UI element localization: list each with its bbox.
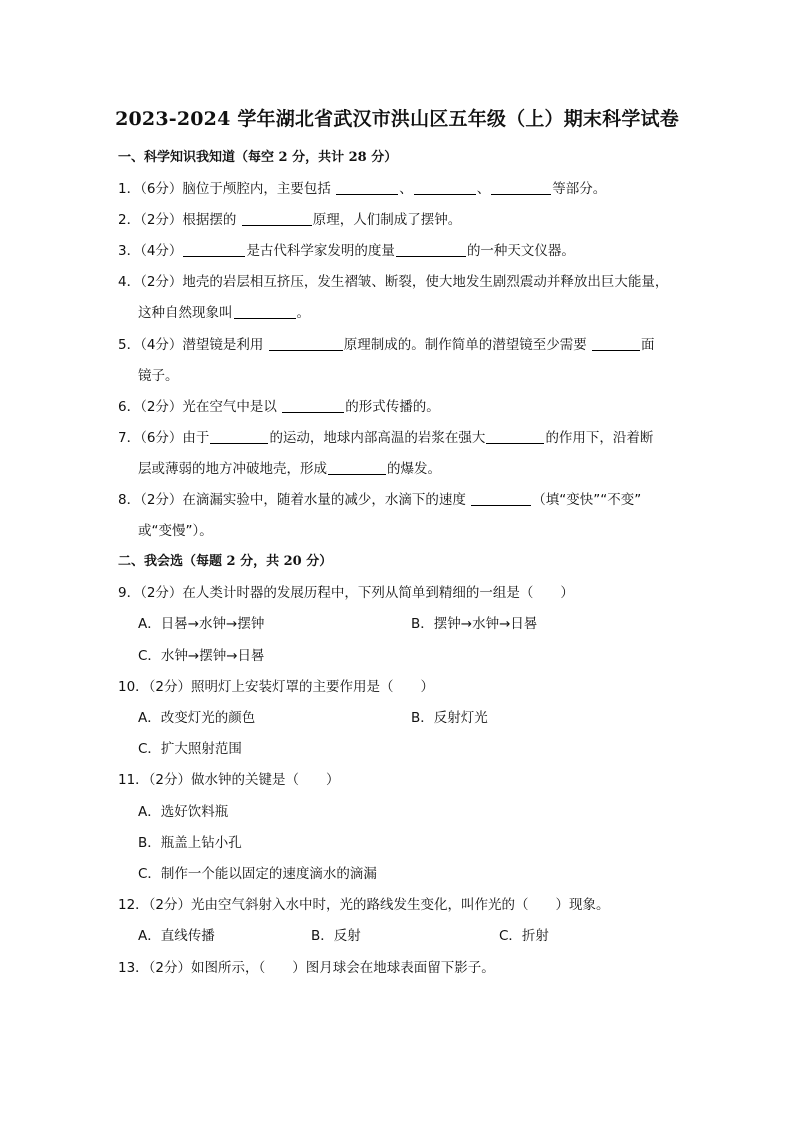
question-6: 6．（2分）光在空气中是以 的形式传播的。 bbox=[118, 399, 440, 415]
option-a[interactable]: A．改变灯光的颜色 bbox=[138, 710, 256, 726]
question-8: 8．（2分）在滴漏实验中，随着水量的减少，水滴下的速度 （填“变快”“不变” bbox=[118, 492, 642, 508]
option-a[interactable]: A．直线传播 bbox=[138, 928, 215, 944]
blank[interactable] bbox=[414, 180, 476, 195]
blank[interactable] bbox=[592, 336, 640, 351]
question-4: 4．（2分）地壳的岩层相互挤压，发生褶皱、断裂，使大地发生剧烈震动并释放出巨大能量， bbox=[118, 274, 669, 290]
blank[interactable] bbox=[183, 242, 245, 257]
option-a[interactable]: A．选好饮料瓶 bbox=[138, 804, 229, 820]
option-c[interactable]: C．制作一个能以固定的速度滴水的滴漏 bbox=[138, 866, 377, 882]
question-13: 13．（2分）如图所示，（ ）图月球会在地球表面留下影子。 bbox=[118, 960, 495, 976]
question-12: 12．（2分）光由空气斜射入水中时，光的路线发生变化，叫作光的（ ）现象。 bbox=[118, 897, 610, 913]
option-c[interactable]: C．折射 bbox=[499, 928, 549, 944]
question-3: 3．（4分） 是古代科学家发明的度量 的一种天文仪器。 bbox=[118, 243, 575, 259]
question-2: 2．（2分）根据摆的 原理，人们制成了摆钟。 bbox=[118, 212, 462, 228]
blank[interactable] bbox=[396, 242, 466, 257]
blank[interactable] bbox=[242, 211, 312, 226]
blank[interactable] bbox=[491, 180, 551, 195]
blank[interactable] bbox=[486, 429, 544, 444]
option-b[interactable]: B．瓶盖上钻小孔 bbox=[138, 835, 242, 851]
section-2-heading: 二、我会选（每题 2 分，共 20 分） bbox=[118, 554, 333, 569]
blank[interactable] bbox=[210, 429, 268, 444]
blank[interactable] bbox=[282, 398, 344, 413]
blank[interactable] bbox=[471, 491, 531, 506]
question-7-cont: 层或薄弱的地方冲破地壳，形成 的爆发。 bbox=[138, 461, 441, 477]
blank[interactable] bbox=[336, 180, 398, 195]
question-5-cont: 镜子。 bbox=[138, 368, 179, 384]
question-10: 10．（2分）照明灯上安装灯罩的主要作用是（ ） bbox=[118, 679, 435, 695]
option-b[interactable]: B．反射 bbox=[311, 928, 361, 944]
question-8-cont: 或“变慢”）。 bbox=[138, 523, 213, 539]
question-7: 7．（6分）由于 的运动，地球内部高温的岩浆在强大 的作用下，沿着断 bbox=[118, 430, 654, 446]
question-9: 9．（2分）在人类计时器的发展历程中，下列从简单到精细的一组是（ ） bbox=[118, 585, 574, 601]
question-5: 5．（4分）潜望镜是利用 原理制成的。制作简单的潜望镜至少需要 面 bbox=[118, 337, 655, 353]
exam-title: 2023-2024 学年湖北省武汉市洪山区五年级（上）期末科学试卷 bbox=[115, 108, 679, 130]
question-1: 1．（6分）脑位于颅腔内，主要包括 、 、 等部分。 bbox=[118, 181, 607, 197]
option-b[interactable]: B．摆钟→水钟→日晷 bbox=[411, 616, 538, 632]
section-1-heading: 一、科学知识我知道（每空 2 分，共计 28 分） bbox=[118, 150, 398, 165]
option-a[interactable]: A．日晷→水钟→摆钟 bbox=[138, 616, 265, 632]
option-c[interactable]: C．水钟→摆钟→日晷 bbox=[138, 648, 265, 664]
option-b[interactable]: B．反射灯光 bbox=[411, 710, 488, 726]
option-c[interactable]: C．扩大照射范围 bbox=[138, 741, 242, 757]
question-4-cont: 这种自然现象叫 。 bbox=[138, 305, 310, 321]
blank[interactable] bbox=[234, 304, 296, 319]
blank[interactable] bbox=[269, 336, 343, 351]
question-11: 11．（2分）做水钟的关键是（ ） bbox=[118, 772, 340, 788]
blank[interactable] bbox=[328, 460, 386, 475]
